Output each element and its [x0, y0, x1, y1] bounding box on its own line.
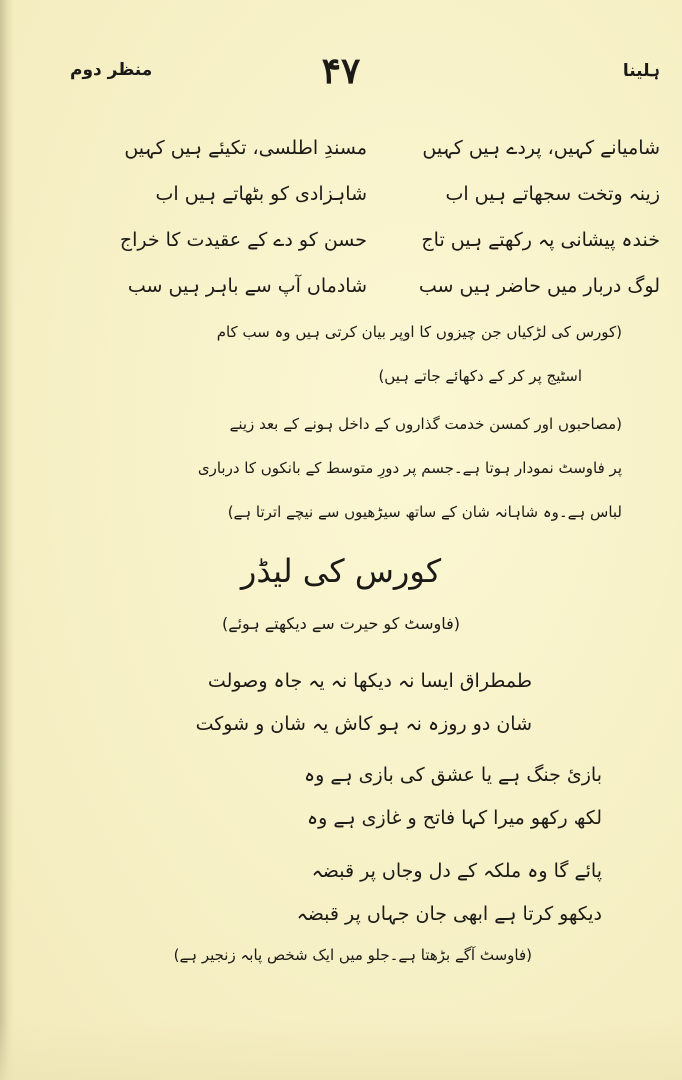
- stage-direction-line: اسٹیج پر کر کے دکھائے جاتے ہیں): [378, 367, 582, 385]
- couplet-line: خندہ پیشانی پہ رکھتے ہیں تاج: [421, 229, 660, 251]
- running-title-left: منظر دوم: [70, 60, 153, 80]
- couplet-line: زینہ وتخت سجھاتے ہیں اب: [445, 183, 660, 205]
- verse-line: لکھ رکھو میرا کہا فاتح و غازی ہے وہ: [307, 807, 602, 829]
- verse-line: شان دو روزہ نہ ہو کاش یہ شان و شوکت: [195, 713, 532, 735]
- stage-direction-line: لباس ہے۔وہ شاہانہ شان کے ساتھ سیڑھیوں سے نیچے اترتا ہے): [227, 503, 622, 521]
- verse-line: پائے گا وہ ملکہ کے دل وجاں پر قبضہ: [311, 860, 602, 882]
- closing-stage-direction: (فاوسٹ آگے بڑھتا ہے۔جلو میں ایک شخص پابہ زنجیر ہے): [173, 946, 532, 964]
- verse-line: طمطراق ایسا نہ دیکھا نہ یہ جاہ وصولت: [207, 670, 532, 692]
- stage-directions: [62, 310, 622, 534]
- verse-line: بازیٔ جنگ ہے یا عشق کی بازی ہے وہ: [304, 764, 602, 786]
- section-subtitle: (فاوسٹ کو حیرت سے دیکھتے ہوئے): [221, 614, 460, 633]
- couplet-line: شاہزادی کو بٹھاتے ہیں اب: [155, 183, 367, 205]
- stage-direction-line: (کورس کی لڑکیاں جن چیزوں کا اوپر بیان کرتی ہیں وہ سب کام: [216, 323, 622, 341]
- section-title: کورس کی لیڈر: [240, 552, 442, 590]
- verse-line: دیکھو کرتا ہے ابھی جان جہاں پر قبضہ: [296, 903, 602, 925]
- running-title-right: ہلینا: [622, 61, 660, 81]
- page-number: ۴۷: [321, 50, 361, 92]
- couplet-line: شامیانے کہیں، پردے ہیں کہیں: [422, 137, 660, 159]
- couplet-line: حسن کو دے کے عقیدت کا خراج: [119, 229, 367, 251]
- page-binding-shadow: [0, 0, 14, 1080]
- stage-direction-line: (مصاحبوں اور کمسن خدمت گذاروں کے داخل ہونے کے بعد زینے: [229, 415, 622, 433]
- couplet-line: لوگ دربار میں حاضر ہیں سب: [418, 275, 660, 297]
- couplet-left-column: [92, 125, 367, 309]
- stage-direction-line: پر فاوسٹ نمودار ہوتا ہے۔جسم پر دورِ متوسط کے بانکوں کا درباری: [197, 459, 622, 477]
- couplet-right-column: [395, 125, 660, 309]
- couplet-line: شادماں آپ سے باہر ہیں سب: [127, 275, 367, 297]
- page-bottom-shadow: [0, 1020, 682, 1080]
- couplet-line: مسندِ اطلسی، تکیئے ہیں کہیں: [124, 137, 367, 159]
